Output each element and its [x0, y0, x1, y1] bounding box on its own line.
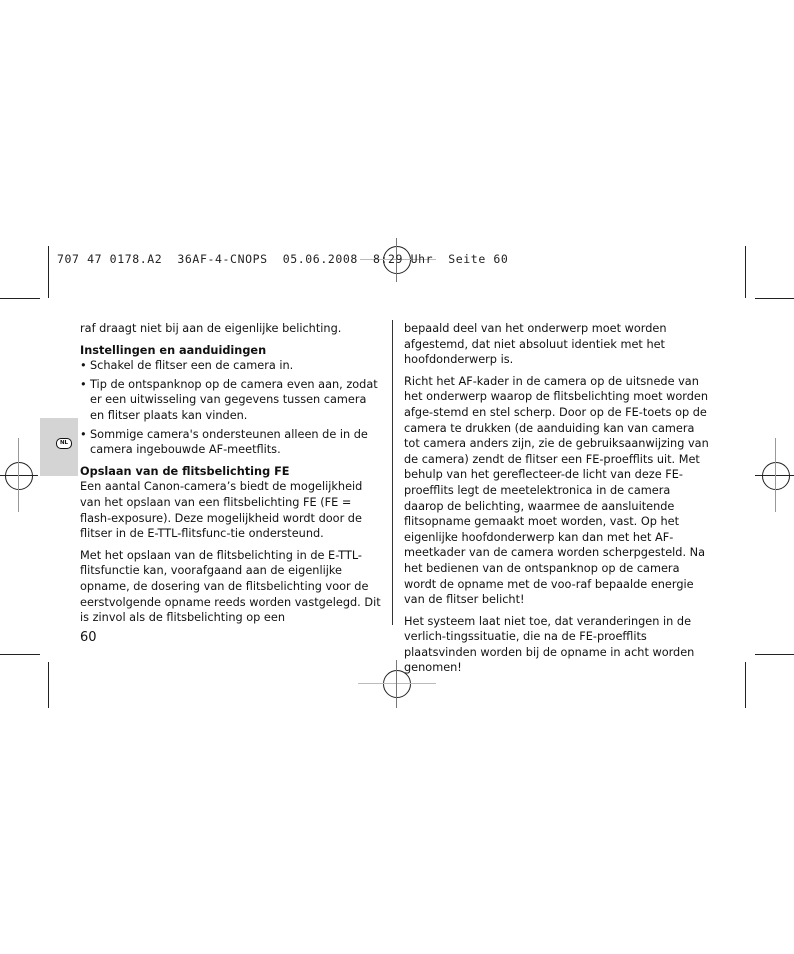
- crop-mark-bottom-left-horizontal: [0, 654, 40, 655]
- registration-crosshair-left-h: [0, 475, 38, 476]
- crop-mark-bottom-left-vertical: [48, 662, 49, 708]
- settings-heading: Instellingen en aanduidingen: [80, 343, 267, 357]
- registration-mark-left: [5, 462, 33, 490]
- intro-text: raf draagt niet bij aan de eigenlijke belichting.: [80, 322, 342, 335]
- registration-crosshair-right-v: [775, 438, 776, 512]
- bullet-item: • Tip de ontspanknop op de camera even aan, zodat er een uitwisseling van gegevens tussen camera en flitser plaats kan vinden.: [80, 377, 378, 422]
- bullet-text: Tip de ontspanknop op de camera even aan, zodat er een uitwisseling van gegevens tussen camera en flitser plaats kan vinden.: [90, 377, 378, 422]
- right-paragraph-3: Het systeem laat niet toe, dat veranderingen in de verlich-tingssituatie, die na de FE-proefflits plaatsvinden worden bij de opname in acht worden genomen!: [404, 614, 695, 675]
- column-divider: [392, 320, 393, 625]
- crop-mark-top-left-vertical: [48, 246, 49, 298]
- crop-mark-top-right-horizontal: [755, 298, 794, 299]
- page-number: 60: [80, 630, 97, 645]
- fe-paragraph-2: Met het opslaan van de flitsbelichting in de E-TTL-flitsfunctie kan, voorafgaand aan de eigenlijke opname, de dosering van de flitsbelichting voor de eerstvolgende opname reeds worden vastgelegd. Dit is zinvol als de flitsbelichting op een: [80, 548, 381, 625]
- bullet-text: Sommige camera's ondersteunen alleen de in de camera ingebouwde AF-meetflits.: [90, 427, 368, 457]
- crop-mark-bottom-right-vertical: [745, 662, 746, 708]
- registration-mark-right: [762, 462, 790, 490]
- fe-heading: Opslaan van de flitsbelichting FE: [80, 464, 290, 478]
- right-paragraph-1: bepaald deel van het onderwerp moet worden afgestemd, dat niet absoluut identiek met het hoofdonderwerp is.: [404, 322, 667, 367]
- registration-crosshair-bottom-h: [358, 683, 436, 684]
- registration-crosshair-left-v: [18, 438, 19, 512]
- crop-mark-top-left-horizontal: [0, 298, 40, 299]
- bullet-item: • Schakel de flitser een de camera in.: [80, 359, 294, 373]
- fe-paragraph-1: Een aantal Canon-camera’s biedt de mogelijkheid van het opslaan van een flitsbelichting FE (FE = flash-exposure). Deze mogelijkheid wordt door de flitser in de E-TTL-flitsfunc-tie ondersteund.: [80, 480, 363, 541]
- crop-mark-top-right-vertical: [745, 246, 746, 298]
- registration-crosshair-bottom-v: [396, 660, 397, 708]
- right-column: [404, 321, 709, 682]
- language-badge: NL: [56, 438, 72, 449]
- crop-mark-bottom-right-horizontal: [755, 654, 794, 655]
- bullet-text: Schakel de flitser een de camera in.: [90, 359, 294, 373]
- bullet-item: • Sommige camera's ondersteunen alleen de in de camera ingebouwde AF-meetflits.: [80, 427, 368, 457]
- left-column: [80, 321, 382, 632]
- right-paragraph-2: Richt het AF-kader in de camera op de uitsnede van het onderwerp waarop de flitsbelichting moet worden afge-stemd en stel scherp. Door op de FE-toets op de camera te drukken (de aanduiding kan van camera tot camera anders zijn, zie de gebruiksaanwijzing van de camera) zendt de flitser een FE-proefflits uit. Met behulp van het gereflecteer-de licht van deze FE-proefflits legt de meetelektronica in de camera daarop de belichting, waarmee de aansluitende flitsopname gemaakt moet worden, vast. Op het eigenlijke hoofdonderwerp kan dan met het AF-meetkader van de camera worden scherpgesteld. Na het bedienen van de ontspanknop op de camera wordt de opname met de voo-raf bepaalde energie van de flitser belicht!: [404, 374, 709, 607]
- print-slug-line: 707 47 0178.A2 36AF-4-CNOPS 05.06.2008 8:29 Uhr Seite 60: [57, 252, 509, 266]
